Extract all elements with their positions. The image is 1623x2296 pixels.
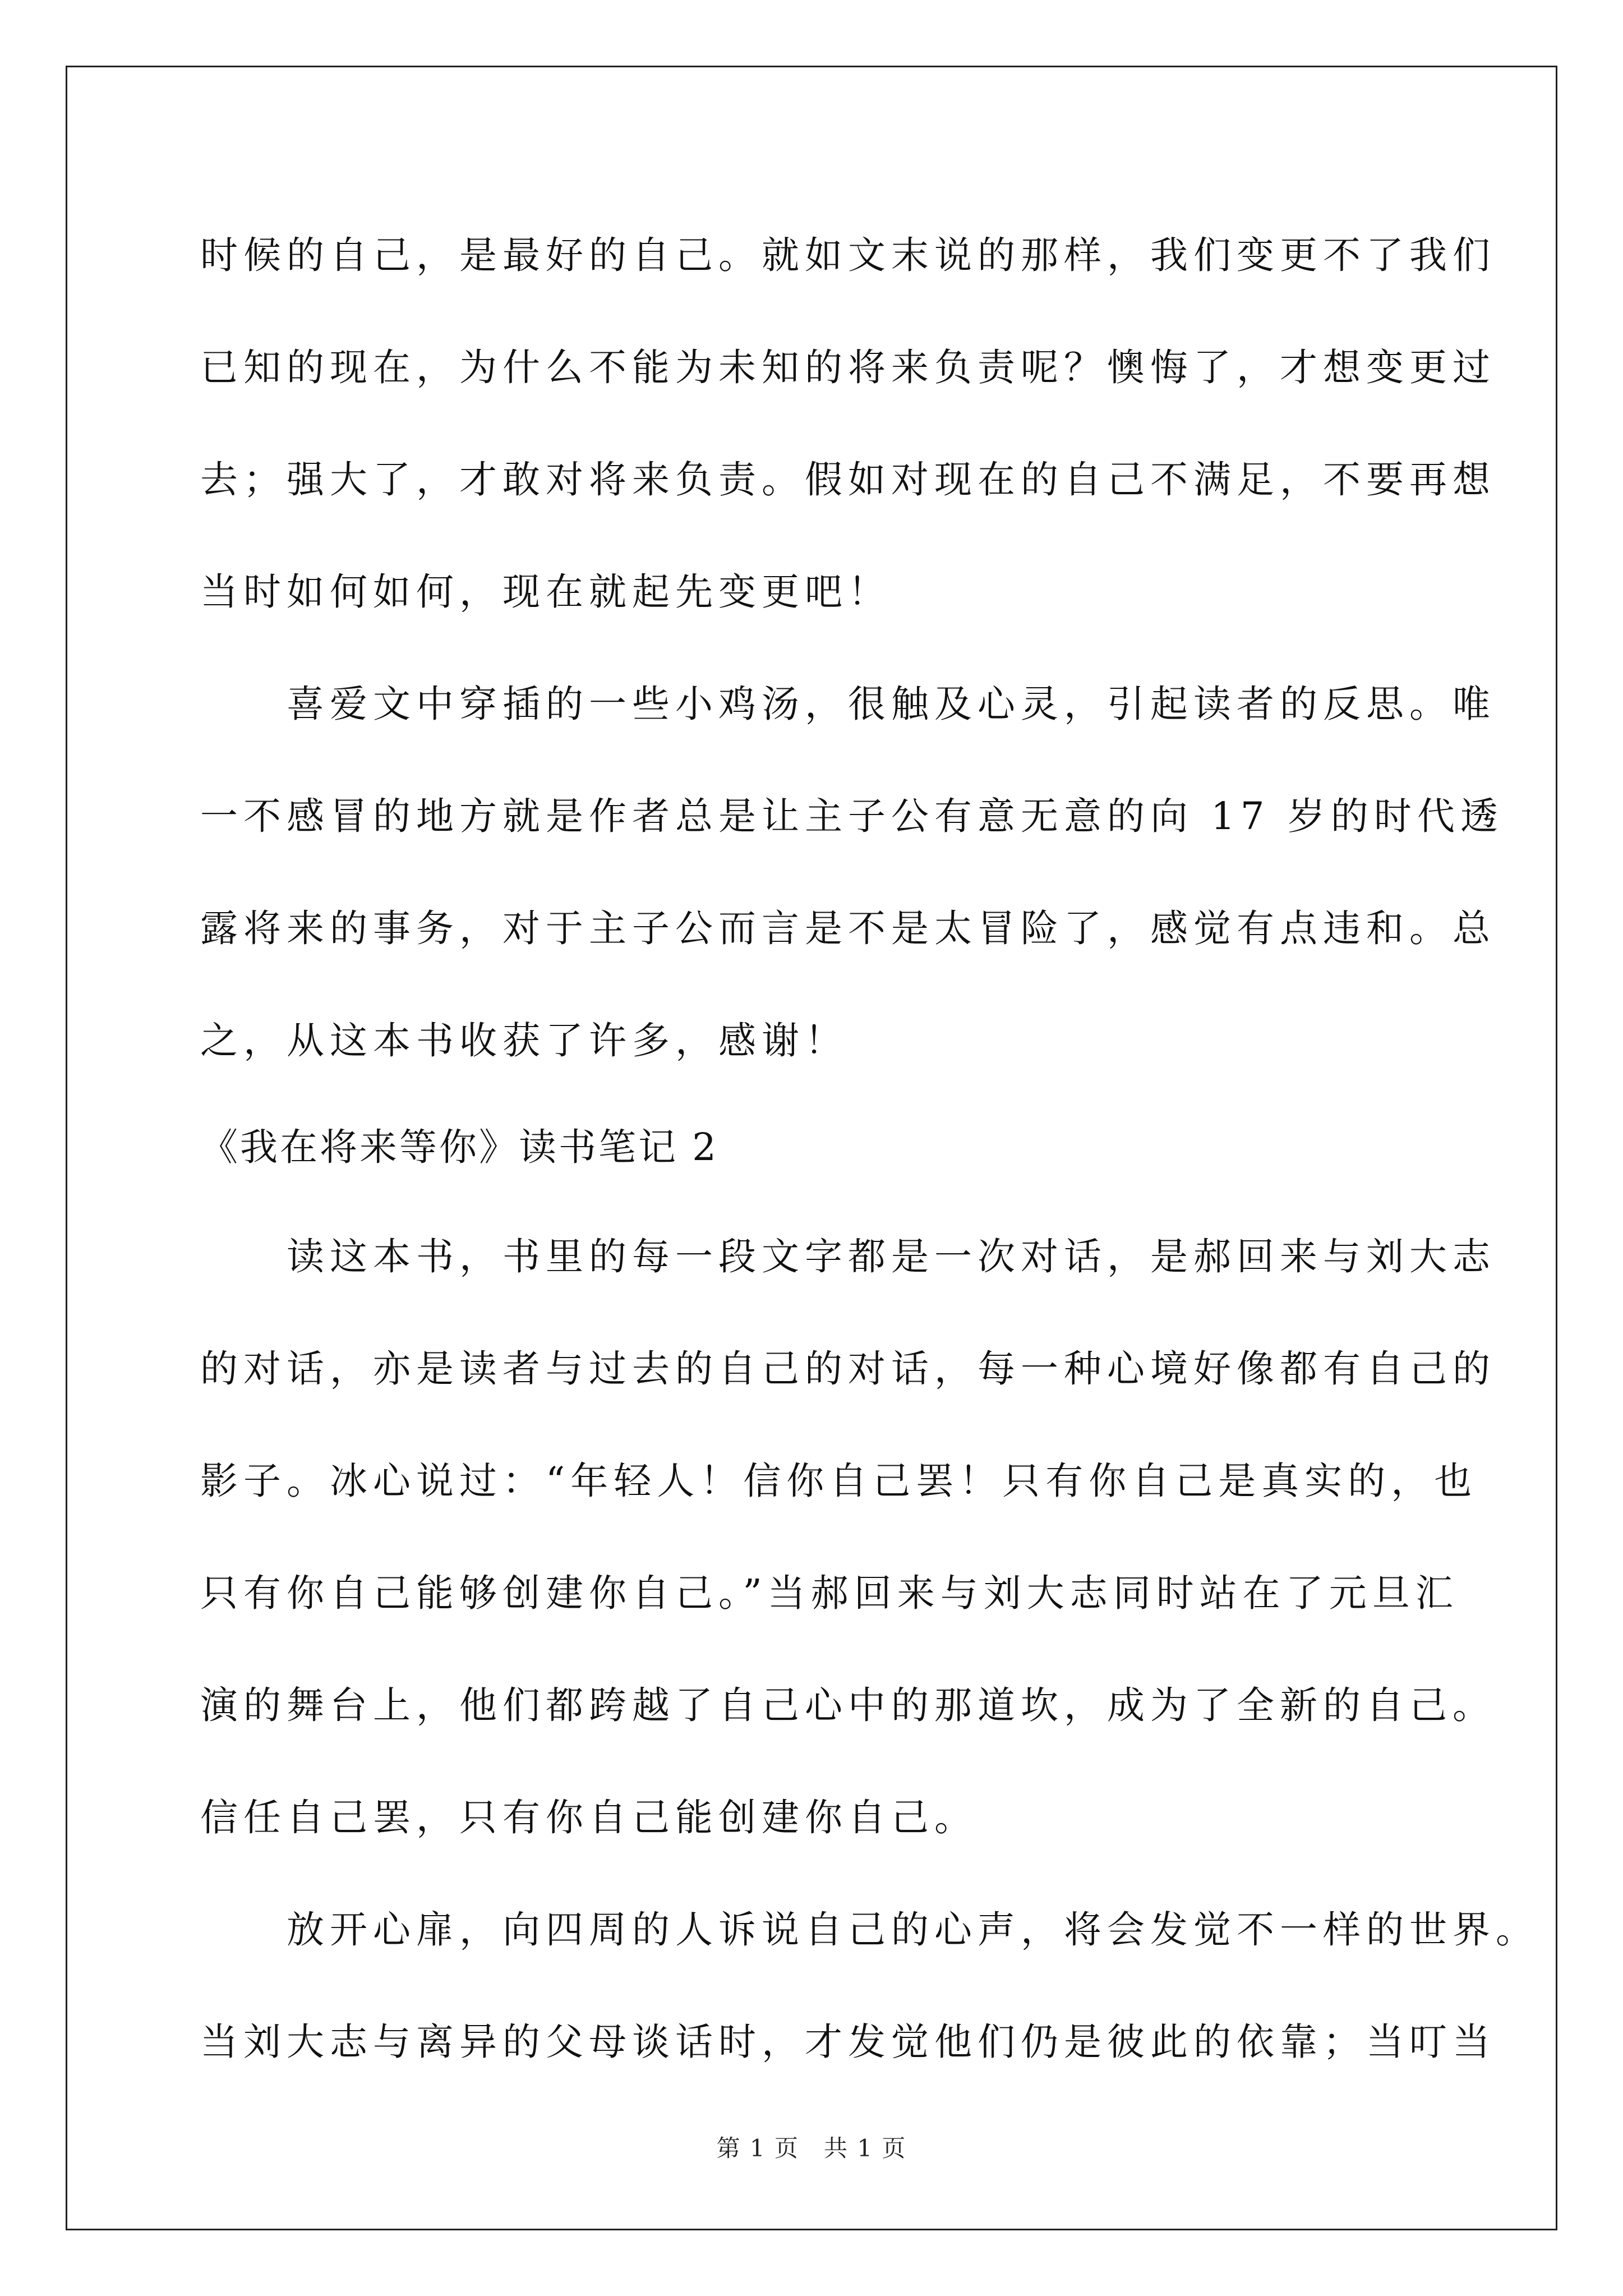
section-heading: 《我在将来等你》读书笔记 2 — [200, 1125, 718, 1169]
text-line: 演的舞台上，他们都跨越了自己心中的那道坎，成为了全新的自己。 — [200, 1683, 1496, 1727]
text-line: 信任自己罢，只有你自己能创建你自己。 — [200, 1796, 978, 1839]
text-line: 只有你自己能够创建你自己。”当郝回来与刘大志同时站在了元旦汇 — [200, 1571, 1459, 1615]
text-line: 影子。冰心说过：“年轻人！信你自己罢！只有你自己是真实的，也 — [200, 1459, 1478, 1503]
text-line: 的对话，亦是读者与过去的自己的对话，每一种心境好像都有自己的 — [200, 1347, 1496, 1391]
text-line: 读这本书，书里的每一段文字都是一次对话，是郝回来与刘大志 — [200, 1235, 1496, 1278]
text-line: 之，从这本书收获了许多，感谢！ — [200, 1019, 848, 1062]
text-line: 已知的现在，为什么不能为未知的将来负责呢？懊悔了，才想变更过 — [200, 346, 1496, 389]
text-line: 当时如何如何，现在就起先变更吧！ — [200, 570, 891, 614]
text-line: 露将来的事务，对于主子公而言是不是太冒险了，感觉有点违和。总 — [200, 907, 1496, 950]
text-line: 时候的自己，是最好的自己。就如文末说的那样，我们变更不了我们 — [200, 233, 1496, 277]
text-line: 放开心扉，向四周的人诉说自己的心声，将会发觉不一样的世界。 — [200, 1908, 1539, 1952]
text-line: 一不感冒的地方就是作者总是让主子公有意无意的向 17 岁的时代透 — [200, 794, 1504, 838]
text-line: 去；强大了，才敢对将来负责。假如对现在的自己不满足，不要再想 — [200, 458, 1496, 501]
text-line: 喜爱文中穿插的一些小鸡汤，很触及心灵，引起读者的反思。唯 — [200, 682, 1496, 726]
page-number-footer: 第 1 页 共 1 页 — [716, 2134, 907, 2162]
text-line: 当刘大志与离异的父母谈话时，才发觉他们仍是彼此的依靠；当叮当 — [200, 2020, 1496, 2064]
